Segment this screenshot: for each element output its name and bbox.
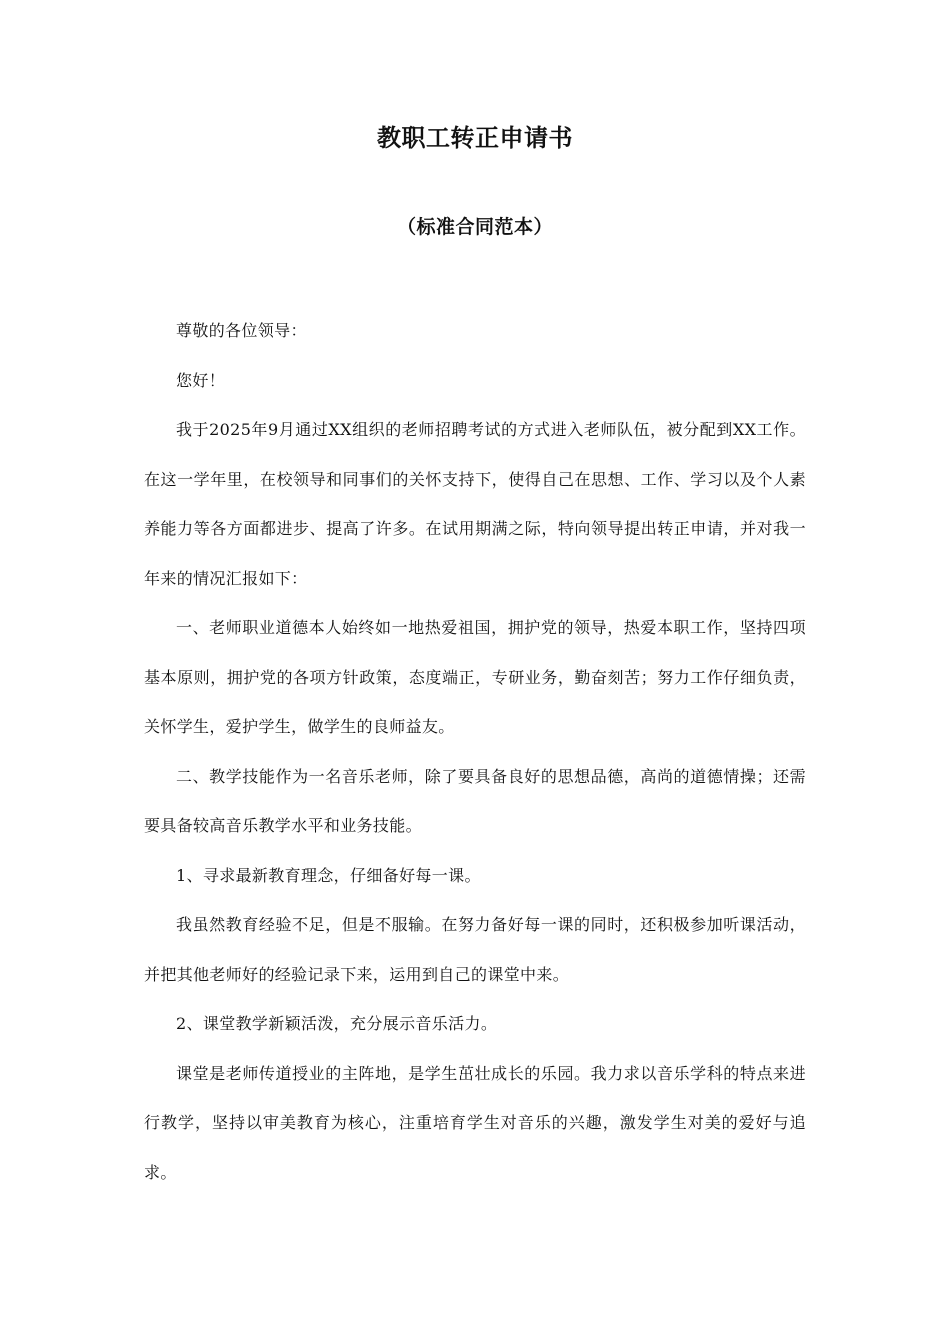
salutation: 尊敬的各位领导： (176, 321, 307, 340)
paragraph-item-1: 我虽然教育经验不足，但是不服输。在努力备好每一课的同时，还积极参加听课活动，并把其他老师好的经验记录下来，运用到自己的课堂中来。 (144, 915, 806, 984)
item-2-heading: 2、课堂教学新颖活泼，充分展示音乐活力。 (176, 1014, 498, 1033)
document-title: 教职工转正申请书 (377, 123, 573, 152)
greeting: 您好！ (176, 370, 226, 390)
paragraph-item-2: 课堂是老师传道授业的主阵地，是学生茁壮成长的乐园。我力求以音乐学科的特点来进行教学，坚持以审美教育为核心，注重培育学生对音乐的兴趣，激发学生对美的爱好与追求。 (144, 1063, 806, 1182)
item-1-heading: 1、寻求最新教育理念，仔细备好每一课。 (176, 865, 481, 885)
document-subtitle: （标准合同范本） (396, 216, 553, 238)
paragraph-intro: 我于2025年9月通过XX组织的老师招聘考试的方式进入老师队伍，被分配到XX工作。在这一学年里，在校领导和同事们的关怀支持下，使得自己在思想、工作、学习以及个人素养能力等各方面都进步、提高了许多。在试用期满之际，特向领导提出转正申请，并对我一年来的情况汇报如下： (144, 420, 806, 588)
paragraph-ethics: 一、老师职业道德本人始终如一地热爱祖国，拥护党的领导，热爱本职工作，坚持四项基本原则，拥护党的各项方针政策，态度端正，专研业务，勤奋刻苦；努力工作仔细负责，关怀学生，爱护学生，做学生的良师益友。 (144, 618, 806, 736)
document-body (144, 306, 806, 1197)
paragraph-teaching-skills: 二、教学技能作为一名音乐老师，除了要具备良好的思想品德，高尚的道德情操；还需要具备较高音乐教学水平和业务技能。 (144, 766, 806, 835)
